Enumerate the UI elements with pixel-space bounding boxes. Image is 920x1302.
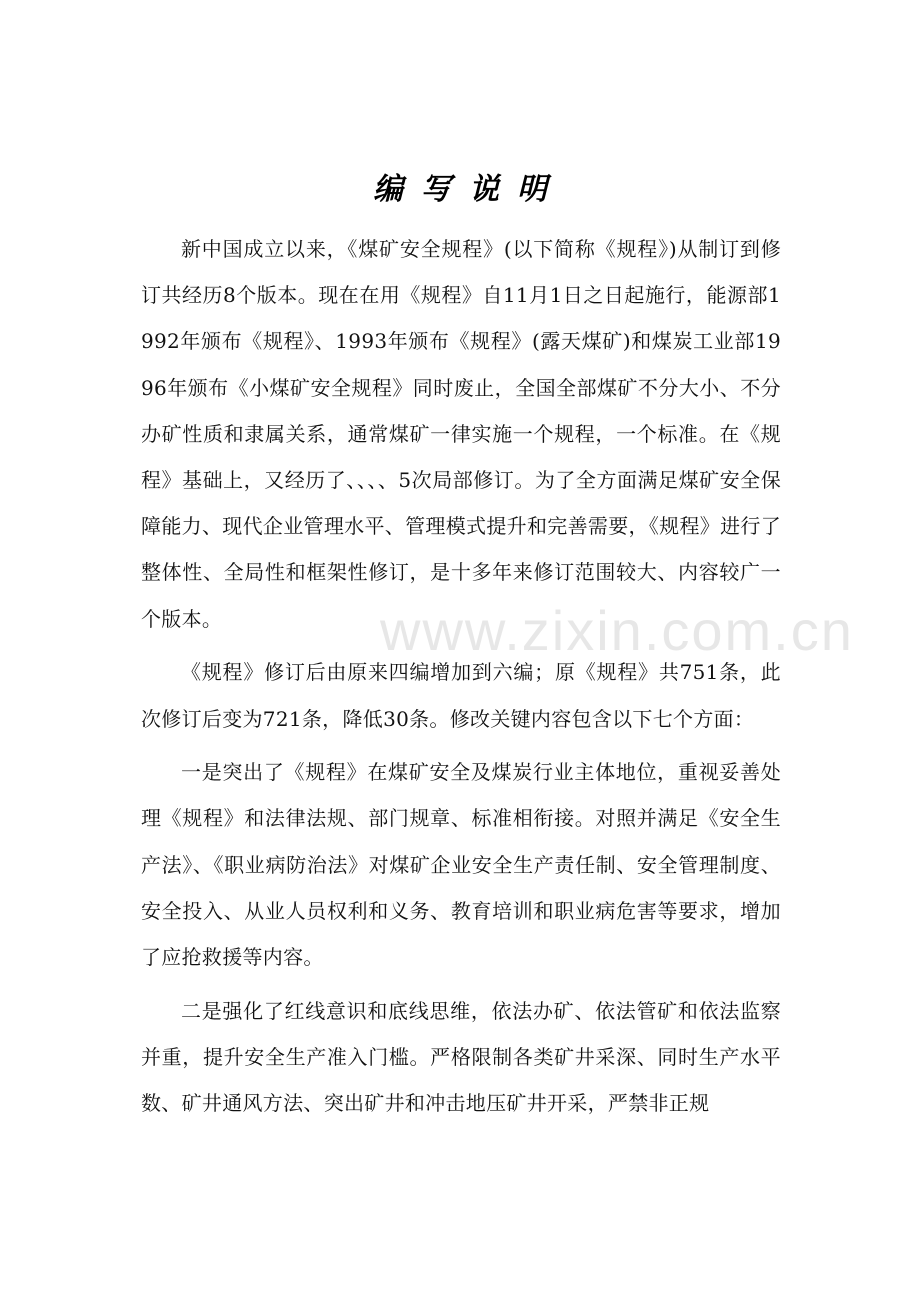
paragraph-point-one: 一是突出了《规程》在煤矿安全及煤炭行业主体地位，重视妥善处理《规程》和法律法规、部门规章、标准相衔接。对照并满足《安全生产法》、《职业病防治法》对煤矿企业安全生产责任制、安全管理制度、安全投入、从业人员权利和义务、教育培训和职业病危害等要求，增加了应抢救援等内容。 <box>141 760 781 970</box>
paragraph-structure: 《规程》修订后由原来四编增加到六编；原《规程》共751条，此次修订后变为721条，降低30条。修改关键内容包含以下七个方面： <box>141 660 781 731</box>
paragraph-point-two: 二是强化了红线意识和底线思维，依法办矿、依法管矿和依法监察并重，提升安全生产准入门槛。严格限制各类矿井采深、同时生产水平数、矿井通风方法、突出矿井和冲击地压矿井开采，严禁非正规 <box>141 998 781 1116</box>
document-body <box>141 226 781 1134</box>
watermark: www.zixin.com.cn <box>380 599 854 662</box>
paragraph-intro: 新中国成立以来，《煤矿安全规程》(以下简称《规程》)从制订到修订共经历8个版本。现在在用《规程》自11月1日之日起施行，能源部1992年颁布《规程》、1993年颁布《规程》(露天煤矿)和煤炭工业部1996年颁布《小煤矿安全规程》同时废止，全国全部煤矿不分大小、不分办矿性质和隶属关系，通常煤矿一律实施一个规程，一个标准。在《规程》基础上，又经历了、、、、5次局部修订。为了全方面满足煤矿安全保障能力、现代企业管理水平、管理模式提升和完善需要，《规程》进行了整体性、全局性和框架性修订，是十多年来修订范围较大、内容较广一个版本。 <box>141 237 781 631</box>
document-title: 编写说明 <box>373 172 565 207</box>
